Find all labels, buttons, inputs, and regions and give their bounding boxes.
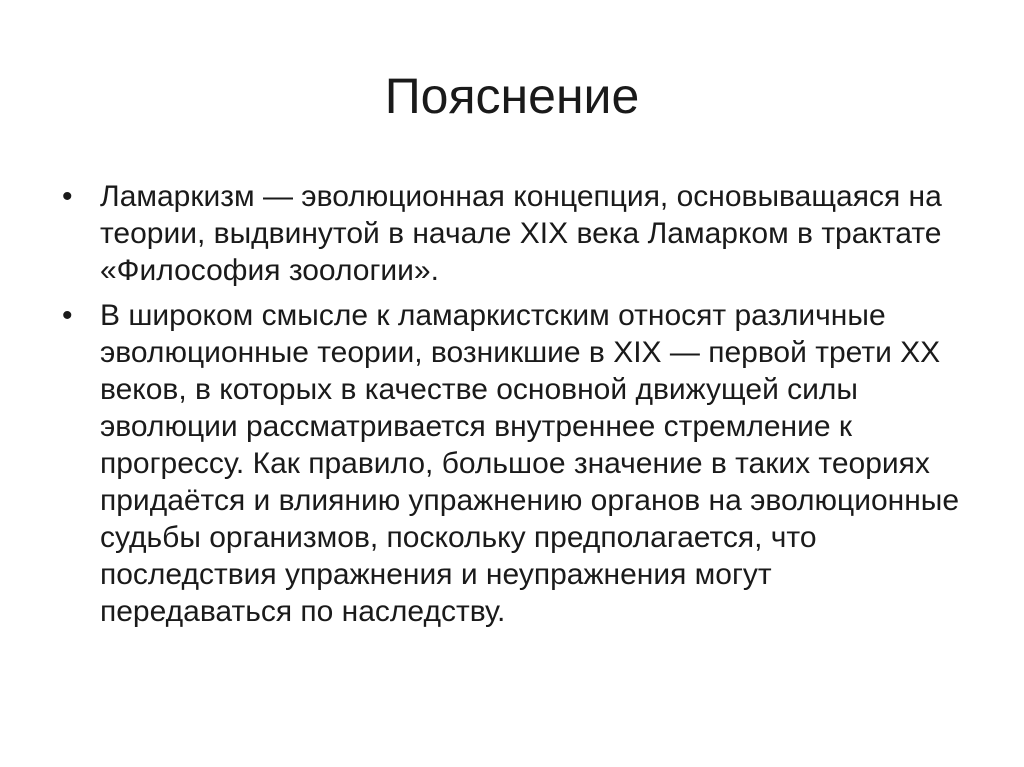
bullet-item	[62, 178, 962, 289]
bullet-text: Ламаркизм — эволюционная концепция, основыващаяся на теории, выдвинутой в начале XIX века Ламарком в трактате «Философия зоологии».	[100, 180, 942, 287]
bullet-text: В широком смысле к ламаркистским относят различные эволюционные теории, возникшие в XIX — первой трети XX веков, в которых в качестве основной движущей силы эволюции рассматривается внутреннее стремление к прогрессу. Как правило, большое значение в таких теориях придаётся и влиянию упражнению органов на эволюционные судьбы организмов, поскольку предполагается, что последствия упражнения и неупражнения могут передаваться по наследству.	[100, 299, 960, 628]
slide-title: Пояснение	[384, 68, 640, 124]
bullet-list	[62, 178, 962, 638]
bullet-marker: •	[62, 180, 73, 213]
bullet-marker: •	[62, 299, 73, 332]
bullet-item	[62, 297, 962, 630]
